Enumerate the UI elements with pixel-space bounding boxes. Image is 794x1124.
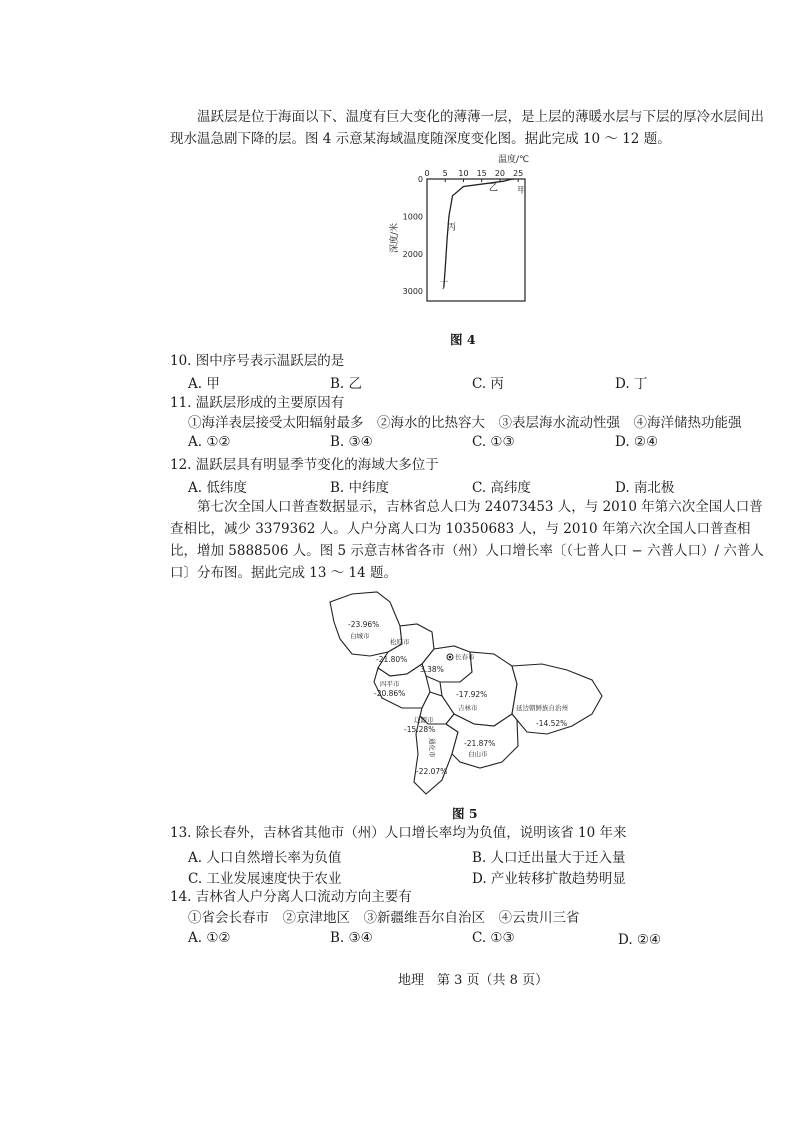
q10-stem: 10. 图中序号表示温跃层的是 (170, 353, 345, 369)
q14-option-a[interactable]: A. ①② (188, 930, 231, 946)
curve-label-yi: 乙 (488, 183, 498, 194)
q12-option-a[interactable]: A. 低纬度 (188, 480, 247, 496)
q10-option-c[interactable]: C. 丙 (472, 376, 504, 392)
q13-stem: 13. 除长春外，吉林省其他市（州）人口增长率均为负值，说明该省 10 年来 (170, 825, 627, 841)
q14-option-d[interactable]: D. ②④ (618, 932, 662, 948)
temp-tick-label: 0 (424, 169, 430, 178)
intro-paragraph-thermocline: 温跃层是位于海面以下、温度有巨大变化的薄薄一层，是上层的薄暖水层与下层的厚冷水层间出现水温急剧下降的层。图 4 示意某海域温度随深度变化图。据此完成 10 ～ 12 题。 (170, 109, 764, 147)
q11-stem: 11. 温跃层形成的主要原因有 (170, 395, 345, 411)
name-tonghua: 通化市 (428, 738, 436, 758)
q12-stem: 12. 温跃层具有明显季节变化的海域大多位于 (170, 457, 439, 473)
q11-option-c[interactable]: C. ①③ (472, 434, 515, 450)
temperature-depth-curve (444, 179, 515, 288)
name-changchun: 长春市 (455, 653, 475, 661)
changchun-capital-dot (449, 656, 452, 659)
q14-stem: 14. 吉林省人户分离人口流动方向主要有 (170, 889, 412, 905)
intro-paragraph-population: 第七次全国人口普查数据显示，吉林省总人口为 24073453 人，与 2010 年第六次全国人口普查相比，减少 3379362 人。人户分离人口为 10350683 人，与 2010 年第六次全国人口普查相比，增加 5888506 人。图 5 示意吉林省各市（州）人口增长率〔（七普人口 − 六普人口）/ 六普人口〕分布图。据此完成 13 ～ 14 题。 (170, 499, 764, 581)
rate-baishan: -21.87% (464, 739, 496, 748)
q11-items: ①海洋表层接受太阳辐射最多 ②海水的比热容大 ③表层海水流动性强 ④海洋储热功能强 (188, 415, 742, 431)
q12-option-c[interactable]: C. 高纬度 (472, 480, 531, 496)
name-siping: 四平市 (380, 680, 400, 688)
figure-4-chart (380, 150, 540, 320)
figure-5-caption: 图 5 (452, 806, 478, 821)
temp-tick-label: 15 (476, 169, 487, 178)
rate-jilin-city: -17.92% (456, 690, 488, 699)
depth-tick-label: 1000 (402, 212, 423, 222)
q12-option-d[interactable]: D. 南北极 (615, 480, 675, 496)
depth-tick-label: 2000 (402, 249, 423, 259)
temp-tick-label: 5 (442, 169, 448, 178)
temp-tick-label: 25 (513, 169, 524, 178)
curve-label-ding: 丁 (439, 280, 449, 291)
figure-4-caption: 图 4 (450, 332, 476, 347)
page-footer: 地理 第 3 页（共 8 页） (398, 973, 549, 988)
depth-tick-label: 0 (417, 175, 423, 184)
temp-axis-label: 温度/℃ (498, 155, 530, 165)
rate-siping: -20.86% (374, 689, 406, 698)
name-baicheng: 白城市 (350, 632, 370, 640)
q13-option-c[interactable]: C. 工业发展速度快于农业 (188, 871, 342, 887)
name-jilin-city: 吉林市 (458, 704, 478, 712)
q13-option-b[interactable]: B. 人口迁出量大于迁入量 (472, 850, 626, 866)
rate-liaoyuan: -15.28% (404, 725, 436, 734)
q13-option-a[interactable]: A. 人口自然增长率为负值 (188, 850, 342, 866)
curve-label-bing: 丙 (446, 222, 456, 233)
depth-tick-label: 3000 (402, 287, 423, 297)
name-liaoyuan: 辽源市 (414, 716, 434, 724)
figure-5-map (322, 584, 612, 802)
q14-items: ①省会长春市 ②京津地区 ③新疆维吾尔自治区 ④云贵川三省 (188, 910, 580, 926)
q10-option-b[interactable]: B. 乙 (330, 376, 363, 392)
q11-option-b[interactable]: B. ③④ (330, 434, 373, 450)
q11-option-d[interactable]: D. ②④ (615, 434, 659, 450)
rate-yanbian: -14.52% (536, 719, 568, 728)
name-baishan: 白山市 (468, 750, 488, 758)
rate-songyuan: -21.80% (376, 655, 408, 664)
name-songyuan: 松原市 (390, 638, 410, 646)
q12-option-b[interactable]: B. 中纬度 (330, 480, 390, 496)
q11-option-a[interactable]: A. ①② (188, 434, 231, 450)
curve-label-jia: 甲 (517, 186, 527, 196)
temp-tick-label: 20 (494, 169, 506, 178)
rate-changchun: 3.38% (420, 665, 444, 674)
rate-tonghua: -22.07% (416, 767, 448, 776)
depth-axis-label: 深度/米 (390, 222, 400, 253)
q14-option-b[interactable]: B. ③④ (330, 930, 373, 946)
rate-baicheng: -23.96% (348, 620, 380, 629)
q10-option-d[interactable]: D. 丁 (615, 376, 648, 392)
temp-tick-label: 10 (458, 169, 469, 178)
q10-option-a[interactable]: A. 甲 (188, 376, 220, 392)
name-yanbian: 延边朝鲜族自治州 (516, 704, 568, 712)
q14-option-c[interactable]: C. ①③ (472, 930, 515, 946)
q13-option-d[interactable]: D. 产业转移扩散趋势明显 (472, 871, 626, 887)
